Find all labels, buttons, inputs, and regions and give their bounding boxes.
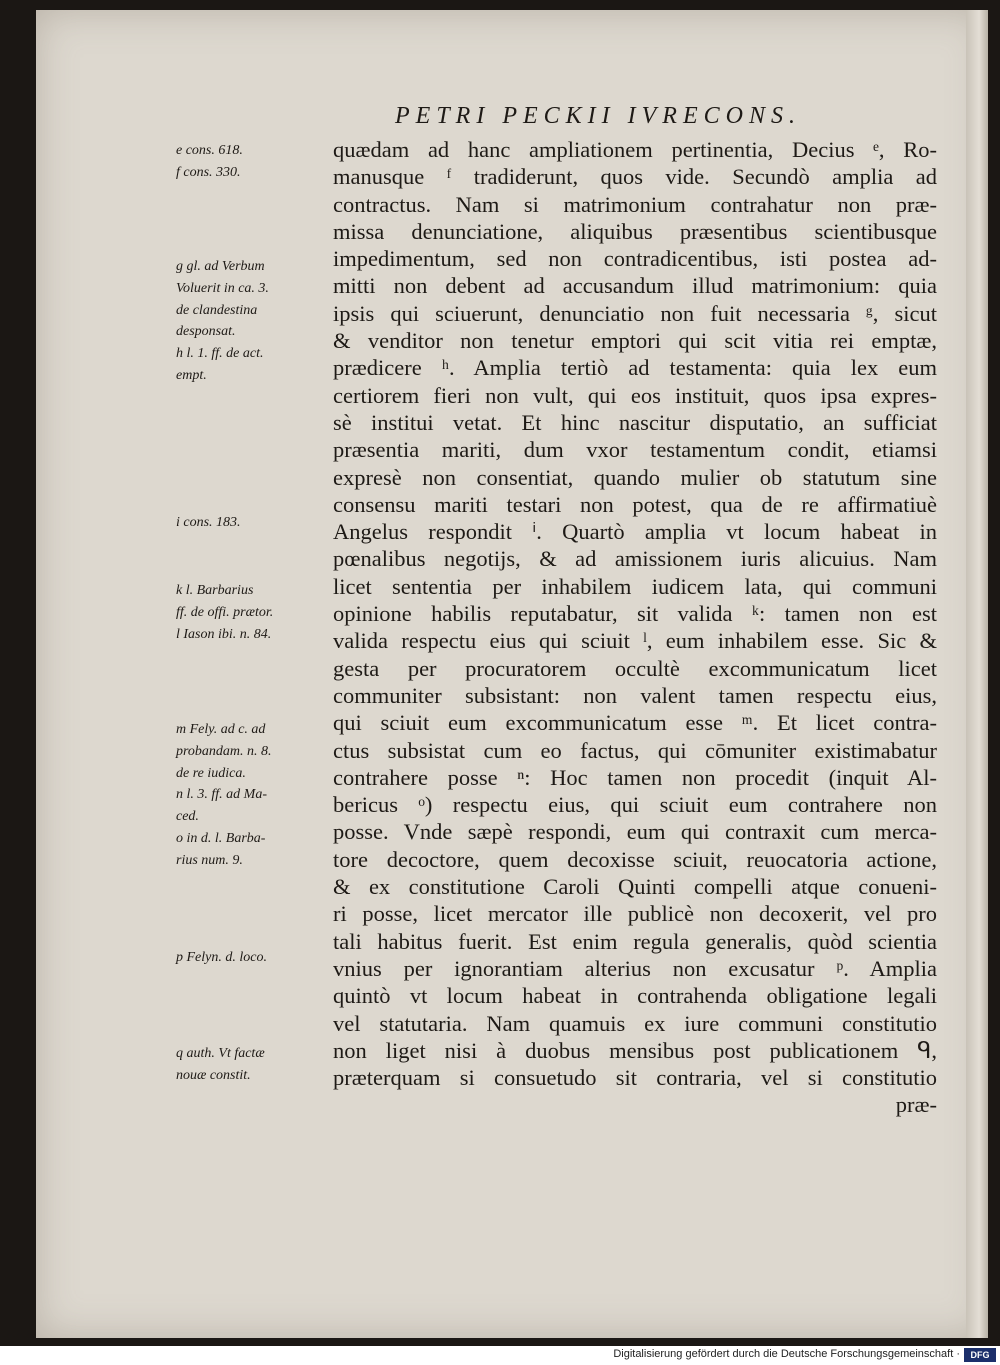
dfg-logo: DFG [964,1348,996,1362]
text-line: non liget nisi à duobus mensibus post publicationem ᑫ, [333,1037,937,1063]
marginal-note-line: empt. [176,367,207,383]
text-line: tore decoctore, quem decoxisse sciuit, reuocatoria actione, [333,846,937,872]
text-line: missa denunciatione, aliquibus præsentibus scientibusque [333,218,937,244]
marginal-note [176,580,332,645]
text-line: vel statutaria. Nam quamuis ex iure communi constitutio [333,1010,937,1036]
marginal-note-line: g gl. ad Verbum [176,259,265,274]
text-line: communiter subsistant: non valent tamen respectu eius, [333,682,937,708]
running-head: PETRI PECKII IVRECONS. [395,103,801,129]
text-line: Angelus respondit ⁱ. Quartò amplia vt locum habeat in [333,519,937,545]
marginal-note [176,140,332,184]
text-line: ctus subsistat cum eo factus, qui cōmuniter existimabatur [333,737,937,763]
marginal-note-line: de clandestina [176,302,258,318]
marginal-note-line: desponsat. [176,324,236,340]
funding-credit: Digitalisierung gefördert durch die Deutsche Forschungsgemeinschaft · [613,1348,960,1360]
marginal-note [176,947,332,969]
text-line: pœnalibus negotijs, & ad amissionem iuris alicuius. Nam [333,546,937,572]
text-line: expresè non consentiat, quando mulier ob statutum sine [333,464,937,490]
marginal-note-line: f cons. 330. [176,164,241,180]
text-line: vnius per ignorantiam alterius non excusatur ᵖ. Amplia [333,955,937,981]
text-line: contrahere posse ⁿ: Hoc tamen non procedit (inquit Al- [333,764,937,790]
marginal-note-line: m Fely. ad c. ad [176,722,266,737]
text-line: quædam ad hanc ampliationem pertinentia, Decius ᵉ, Ro- [333,137,937,162]
page-edge [966,10,988,1338]
marginal-note-line: n l. 3. ff. ad Ma- [176,787,267,803]
marginal-note-line: e cons. 618. [176,143,243,158]
text-line: manusque ᶠ tradiderunt, quos vide. Secundò amplia ad [333,164,937,190]
marginal-note [176,719,332,872]
text-line: ipsis qui sciuerunt, denunciatio non fuit necessaria ᵍ, sicut [333,300,937,326]
marginal-note-line: l Iason ibi. n. 84. [176,626,272,642]
text-line: mitti non debent ad accusandum illud matrimonium: quia [333,273,937,299]
text-line: & ex constitutione Caroli Quinti compelli atque conueni- [333,874,937,900]
marginal-note [176,512,332,534]
text-line: posse. Vnde sæpè respondi, eum qui contraxit cum merca- [333,819,937,845]
text-line: prædicere ʰ. Amplia tertiò ad testamenta: quia lex eum [333,355,937,381]
marginal-note-line: h l. 1. ff. de act. [176,346,264,362]
marginal-note-line: p Felyn. d. loco. [176,950,267,965]
marginal-note-line: rius num. 9. [176,852,243,868]
marginal-note-line: q auth. Vt factæ [176,1046,265,1061]
text-line: præterquam si consuetudo sit contraria, vel si constitutio [333,1065,937,1091]
text-line: opinione habilis reputabatur, sit valida ᵏ: tamen non est [333,601,937,627]
text-line: contractus. Nam si matrimonium contrahatur non præ- [333,191,937,217]
marginal-note [176,256,332,387]
text-line: ri posse, licet mercator ille publicè non decoxerit, vel pro [333,901,937,927]
marginal-note-line: o in d. l. Barba- [176,830,266,846]
text-line: consensu mariti testari non potest, qua de re affirmatiuè [333,491,937,517]
text-line: impedimentum, sed non contradicentibus, isti postea ad- [333,246,937,272]
text-line: tali habitus fuerit. Est enim regula generalis, quòd scientia [333,928,937,954]
digitization-footer [0,1346,1000,1365]
marginal-note-line: ff. de offi. prætor. [176,604,274,620]
text-line: bericus ᵒ) respectu eius, qui sciuit eum contrahere non [333,792,937,818]
marginal-note-line: ced. [176,809,199,825]
text-line: præsentia mariti, dum vxor testamentum condit, etiamsi [333,437,937,463]
text-line: & venditor non tenetur emptori qui scit vitia rei emptæ, [333,328,937,354]
marginal-note-line: de re iudica. [176,765,246,781]
text-line: valida respectu eius qui sciuit ˡ, eum inhabilem esse. Sic & [333,628,937,654]
text-line: sè institui vetat. Et hinc nascitur disputatio, an sufficiat [333,409,937,435]
text-line: licet sententia per inhabilem iudicem lata, qui communi [333,573,937,599]
marginal-note-line: k l. Barbarius [176,583,254,598]
marginal-note-line: probandam. n. 8. [176,743,272,759]
marginal-note [176,1043,332,1087]
text-line: certiorem fieri non vult, qui eos instituit, quos ipsa expres- [333,382,937,408]
text-line: quintò vt locum habeat in contrahenda obligatione legali [333,983,937,1009]
text-line: gesta per procuratorem occultè excommunicatum licet [333,655,937,681]
marginal-note-line: nouæ constit. [176,1067,251,1083]
text-line: qui sciuit eum excommunicatum esse ᵐ. Et licet contra- [333,710,937,736]
text-line: præ- [895,1092,937,1118]
marginal-note-line: i cons. 183. [176,515,241,530]
marginal-note-line: Voluerit in ca. 3. [176,280,269,296]
main-text-block [333,136,937,1119]
